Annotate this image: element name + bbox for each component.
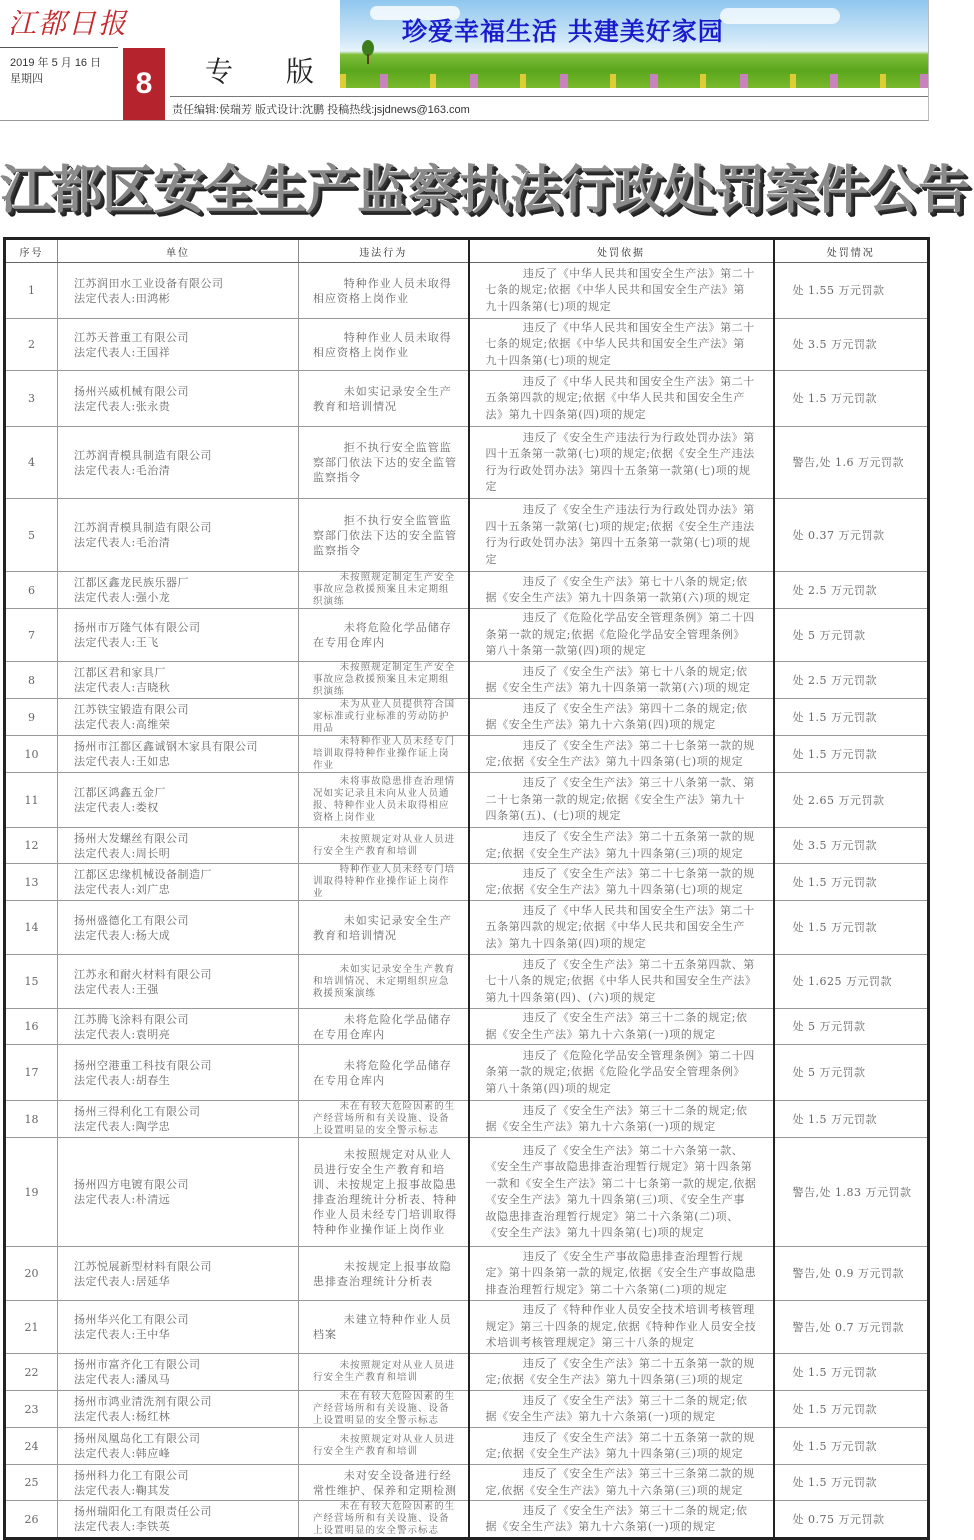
- legal-basis-cell: 违反了《中华人民共和国安全生产法》第二十七条的规定;依据《中华人民共和国安全生产法》第九十四条第(七)项的规定: [469, 263, 774, 319]
- company-name: 江苏润青模具制造有限公司: [74, 521, 212, 534]
- divider: [0, 47, 118, 48]
- legal-basis-cell: 违反了《特种作业人员安全技术培训考核管理规定》第三十四条的规定,依据《特种作业人员安全技术培训考核管理规定》第三十八条的规定: [469, 1301, 774, 1354]
- penalty-cell: 处 1.5 万元罚款: [774, 1354, 929, 1391]
- issue-weekday: 星期四: [10, 73, 43, 85]
- legal-basis-cell: 违反了《安全生产法》第七十八条的规定;依据《安全生产法》第九十四条第一款第(六)项的规定: [469, 572, 774, 609]
- penalty-cell: 处 1.5 万元罚款: [774, 699, 929, 736]
- legal-representative: 法定代表人:毛治清: [74, 536, 171, 549]
- legal-representative: 法定代表人:王如忠: [74, 755, 171, 768]
- violation-cell: 未将事故隐患排查治理情况如实记录且未向从业人员通报、特种作业人员未取得相应资格上岗作业: [299, 773, 469, 828]
- newspaper-logo: 江都日报: [8, 7, 129, 40]
- violation-cell: 未在有较大危险因素的生产经营场所和有关设施、设备上设置明显的安全警示标志: [299, 1101, 469, 1138]
- table-row: [5, 901, 929, 955]
- company-name: 江苏腾飞涂料有限公司: [74, 1012, 189, 1026]
- case-number: 10: [5, 736, 58, 773]
- page-headline: 江都区安全生产监察执法行政处罚案件公告: [0, 161, 970, 221]
- legal-representative: 法定代表人:吉晓秋: [74, 681, 171, 694]
- case-number: 14: [5, 901, 58, 955]
- company-name: 扬州科力化工有限公司: [74, 1468, 189, 1482]
- legal-basis-cell: 违反了《安全生产法》第二十五条第四款、第七十八条的规定;依据《中华人民共和国安全生产法》第九十四条第(四)、(六)项的规定: [469, 955, 774, 1009]
- penalty-cell: 处 3.5 万元罚款: [774, 828, 929, 864]
- company-name: 扬州大发螺丝有限公司: [74, 831, 189, 845]
- legal-basis-cell: 违反了《危险化学品安全管理条例》第二十四条第一款的规定;依据《危险化学品安全管理条例》第八十条第一款第(四)项的规定: [469, 609, 774, 662]
- legal-representative: 法定代表人:杨大成: [74, 928, 171, 942]
- company-cell: [58, 371, 299, 427]
- case-number: 15: [5, 955, 58, 1009]
- violation-cell: 未按照规定对从业人员进行安全生产教育和培训: [299, 1428, 469, 1465]
- penalty-cell: 处 0.37 万元罚款: [774, 499, 929, 572]
- company-name: 扬州市富齐化工有限公司: [74, 1358, 201, 1371]
- case-number: 17: [5, 1045, 58, 1101]
- legal-basis-cell: 违反了《中华人民共和国安全生产法》第二十五条第四款的规定;依据《中华人民共和国安全生产法》第九十四条第(四)项的规定: [469, 901, 774, 955]
- case-number: 21: [5, 1301, 58, 1354]
- penalty-cell: 处 2.5 万元罚款: [774, 572, 929, 609]
- company-cell: [58, 699, 299, 736]
- table-row: [5, 736, 929, 773]
- table-row: [5, 1354, 929, 1391]
- table-row: [5, 1045, 929, 1101]
- table-row: [5, 773, 929, 828]
- case-number: 26: [5, 1501, 58, 1539]
- tree-trunk-icon: [367, 54, 369, 64]
- company-cell: [58, 901, 299, 955]
- banner-image: [340, 0, 928, 88]
- case-number: 24: [5, 1428, 58, 1465]
- company-cell: [58, 864, 299, 901]
- company-name: 扬州凤凰岛化工有限公司: [74, 1432, 201, 1445]
- company-cell: [58, 427, 299, 499]
- company-cell: [58, 1354, 299, 1391]
- legal-representative: 法定代表人:刘广忠: [74, 883, 171, 896]
- section-title: 专 版: [205, 55, 336, 88]
- table-row: [5, 1101, 929, 1138]
- legal-representative: 法定代表人:韩应峰: [74, 1447, 171, 1460]
- company-cell: [58, 1045, 299, 1101]
- legal-representative: 法定代表人:田鸿彬: [74, 291, 171, 305]
- violation-cell: 特种作业人员未取得相应资格上岗作业: [299, 319, 469, 371]
- legal-representative: 法定代表人:毛治清: [74, 463, 171, 477]
- violation-cell: 未将危险化学品储存在专用仓库内: [299, 1045, 469, 1101]
- legal-representative: 法定代表人:张永贵: [74, 399, 171, 413]
- company-name: 扬州市万隆气体有限公司: [74, 621, 201, 634]
- case-number: 18: [5, 1101, 58, 1138]
- penalty-cell: 处 1.5 万元罚款: [774, 1428, 929, 1465]
- issue-date: 2019 年 5 月 16 日: [10, 57, 102, 69]
- company-name: 江苏天普重工有限公司: [74, 330, 189, 344]
- violation-cell: 未为从业人员提供符合国家标准或行业标准的劳动防护用品: [299, 699, 469, 736]
- case-number: 2: [5, 319, 58, 371]
- column-header-seq: 序号: [5, 239, 58, 263]
- editor-credits: 责任编辑:侯瑞芳 版式设计:沈鹏 投稿热线:jsjdnews@163.com: [172, 104, 470, 116]
- company-cell: [58, 662, 299, 699]
- company-name: 江都区鑫龙民族乐器厂: [74, 576, 189, 589]
- company-name: 扬州市鸿业清洗剂有限公司: [74, 1395, 212, 1408]
- legal-basis-cell: 违反了《安全生产法》第三十二条的规定;依据《安全生产法》第九十六条第(一)项的规定: [469, 1391, 774, 1428]
- table-row: [5, 499, 929, 572]
- penalty-cell: 处 1.5 万元罚款: [774, 1391, 929, 1428]
- legal-basis-cell: 违反了《安全生产法》第二十七条第一款的规定;依据《安全生产法》第九十四条第(七)项的规定: [469, 736, 774, 773]
- legal-representative: 法定代表人:朴清远: [74, 1193, 171, 1206]
- company-cell: [58, 1391, 299, 1428]
- penalty-cell: 处 1.5 万元罚款: [774, 1101, 929, 1138]
- penalty-cell: 处 5 万元罚款: [774, 1045, 929, 1101]
- violation-cell: 未在有较大危险因素的生产经营场所和有关设施、设备上设置明显的安全警示标志: [299, 1391, 469, 1428]
- legal-basis-cell: 违反了《安全生产法》第二十六条第一款、《安全生产事故隐患排查治理暂行规定》第十四条第一款和《安全生产法》第二十七条第一款的规定,依据《安全生产法》第九十四条第(三)项、《安全生产事故隐患排查治理暂行规定》第二十六条第(二)项、《安全生产法》第九十四条第(七)项的规定: [469, 1138, 774, 1247]
- column-header-penalty: 处罚情况: [774, 239, 929, 263]
- company-name: 扬州兴威机械有限公司: [74, 384, 189, 398]
- legal-representative: 法定代表人:袁明亮: [74, 1027, 171, 1041]
- legal-representative: 法定代表人:高维荣: [74, 718, 171, 731]
- legal-basis-cell: 违反了《安全生产法》第二十五条第一款的规定;依据《安全生产法》第九十四条第(三)项的规定: [469, 1354, 774, 1391]
- company-cell: [58, 736, 299, 773]
- legal-basis-cell: 违反了《安全生产法》第三十二条的规定;依据《安全生产法》第九十六条第(一)项的规定: [469, 1009, 774, 1045]
- penalty-cell: 处 2.65 万元罚款: [774, 773, 929, 828]
- table-row: [5, 263, 929, 319]
- legal-representative: 法定代表人:居延华: [74, 1274, 171, 1288]
- table-row: [5, 427, 929, 499]
- legal-basis-cell: 违反了《安全生产违法行为行政处罚办法》第四十五条第一款第(七)项的规定;依据《安全生产违法行为行政处罚办法》第四十五条第一款第(七)项的规定: [469, 499, 774, 572]
- violation-cell: 拒不执行安全监管监察部门依法下达的安全监管监察指令: [299, 499, 469, 572]
- penalty-cell: 处 2.5 万元罚款: [774, 662, 929, 699]
- case-number: 20: [5, 1247, 58, 1301]
- case-number: 8: [5, 662, 58, 699]
- violation-cell: 未按照规定对从业人员进行安全生产教育和培训: [299, 828, 469, 864]
- violation-cell: 未按规定上报事故隐患排查治理统计分析表: [299, 1247, 469, 1301]
- cloud-icon: [720, 8, 840, 24]
- newspaper-masthead: [0, 0, 929, 121]
- company-name: 扬州瑞阳化工有限责任公司: [74, 1505, 212, 1518]
- company-name: 江苏永和耐火材料有限公司: [74, 967, 212, 981]
- violation-cell: 未按照规定制定生产安全事故应急救援预案且未定期组织演练: [299, 572, 469, 609]
- case-number: 22: [5, 1354, 58, 1391]
- divider: [170, 96, 928, 97]
- table-row: [5, 1428, 929, 1465]
- penalty-cell: 处 5 万元罚款: [774, 1009, 929, 1045]
- table-row: [5, 864, 929, 901]
- table-row: [5, 828, 929, 864]
- case-number: 25: [5, 1465, 58, 1501]
- case-number: 12: [5, 828, 58, 864]
- company-cell: [58, 572, 299, 609]
- issue-date-block: [10, 55, 101, 87]
- penalty-cell: 处 3.5 万元罚款: [774, 319, 929, 371]
- penalty-cell: 警告,处 0.9 万元罚款: [774, 1247, 929, 1301]
- table-row: [5, 955, 929, 1009]
- penalty-cell: 处 1.55 万元罚款: [774, 263, 929, 319]
- company-name: 江苏润田水工业设备有限公司: [74, 276, 224, 290]
- table-row: [5, 662, 929, 699]
- table-row: [5, 1009, 929, 1045]
- company-cell: [58, 499, 299, 572]
- table-row: [5, 699, 929, 736]
- legal-representative: 法定代表人:胡春生: [74, 1073, 171, 1087]
- legal-representative: 法定代表人:潘凤马: [74, 1373, 171, 1386]
- violation-cell: 未如实记录安全生产教育和培训情况: [299, 901, 469, 955]
- legal-representative: 法定代表人:周长明: [74, 846, 171, 860]
- company-cell: [58, 1247, 299, 1301]
- violation-cell: 未按照规定对从业人员进行安全生产教育和培训: [299, 1354, 469, 1391]
- legal-basis-cell: 违反了《中华人民共和国安全生产法》第二十五条第四款的规定;依据《中华人民共和国安全生产法》第九十四条第(四)项的规定: [469, 371, 774, 427]
- legal-basis-cell: 违反了《安全生产违法行为行政处罚办法》第四十五条第一款第(七)项的规定;依据《安全生产违法行为行政处罚办法》第四十五条第一款第(七)项的规定: [469, 427, 774, 499]
- legal-representative: 法定代表人:王飞: [74, 636, 159, 649]
- legal-basis-cell: 违反了《安全生产法》第七十八条的规定;依据《安全生产法》第九十四条第一款第(六)项的规定: [469, 662, 774, 699]
- company-cell: [58, 1138, 299, 1247]
- legal-representative: 法定代表人:王国祥: [74, 345, 171, 359]
- case-number: 3: [5, 371, 58, 427]
- company-name: 扬州三得利化工有限公司: [74, 1105, 201, 1118]
- penalty-cell: 警告,处 1.83 万元罚款: [774, 1138, 929, 1247]
- table-row: [5, 371, 929, 427]
- legal-representative: 法定代表人:强小龙: [74, 591, 171, 604]
- violation-cell: 特种作业人员未经专门培训取得特种作业操作证上岗作业: [299, 864, 469, 901]
- table-row: [5, 1247, 929, 1301]
- penalty-cell: 警告,处 0.7 万元罚款: [774, 1301, 929, 1354]
- legal-representative: 法定代表人:陶学忠: [74, 1120, 171, 1133]
- legal-representative: 法定代表人:鞠其发: [74, 1483, 171, 1497]
- company-cell: [58, 955, 299, 1009]
- company-name: 江苏悦展新型材料有限公司: [74, 1259, 212, 1273]
- company-name: 扬州四方电镀有限公司: [74, 1178, 189, 1191]
- violation-cell: 未在有较大危险因素的生产经营场所和有关设施、设备上设置明显的安全警示标志: [299, 1501, 469, 1539]
- legal-basis-cell: 违反了《安全生产法》第二十七条第一款的规定;依据《安全生产法》第九十四条第(七)项的规定: [469, 864, 774, 901]
- legal-basis-cell: 违反了《危险化学品安全管理条例》第二十四条第一款的规定;依据《危险化学品安全管理条例》第八十条第(四)项的规定: [469, 1045, 774, 1101]
- company-cell: [58, 319, 299, 371]
- violation-cell: 未将危险化学品储存在专用仓库内: [299, 609, 469, 662]
- penalty-cell: 处 1.625 万元罚款: [774, 955, 929, 1009]
- case-number: 1: [5, 263, 58, 319]
- company-name: 江都区忠缘机械设备制造厂: [74, 868, 212, 881]
- legal-basis-cell: 违反了《安全生产法》第三十二条的规定;依据《安全生产法》第九十六条第(一)项的规定: [469, 1101, 774, 1138]
- company-name: 江都区君和家具厂: [74, 666, 166, 679]
- table-row: [5, 572, 929, 609]
- column-header-basis: 处罚依据: [469, 239, 774, 263]
- violation-cell: 拒不执行安全监管监察部门依法下达的安全监管监察指令: [299, 427, 469, 499]
- violation-cell: 未建立特种作业人员档案: [299, 1301, 469, 1354]
- company-name: 扬州市江都区鑫诚钢木家具有限公司: [74, 740, 258, 753]
- company-cell: [58, 1301, 299, 1354]
- case-number: 4: [5, 427, 58, 499]
- case-number: 5: [5, 499, 58, 572]
- penalty-cell: 处 1.5 万元罚款: [774, 371, 929, 427]
- case-number: 23: [5, 1391, 58, 1428]
- company-name: 江苏润青模具制造有限公司: [74, 448, 212, 462]
- legal-basis-cell: 违反了《安全生产法》第二十五条第一款的规定;依据《安全生产法》第九十四条第(三)项的规定: [469, 1428, 774, 1465]
- legal-representative: 法定代表人:王中华: [74, 1328, 171, 1341]
- table-row: [5, 1391, 929, 1428]
- case-number: 7: [5, 609, 58, 662]
- table-row: [5, 319, 929, 371]
- penalty-cell: 处 1.5 万元罚款: [774, 1465, 929, 1501]
- company-cell: [58, 1465, 299, 1501]
- violation-cell: 特种作业人员未取得相应资格上岗作业: [299, 263, 469, 319]
- legal-basis-cell: 违反了《安全生产法》第二十五条第一款的规定;依据《安全生产法》第九十四条第(三)项的规定: [469, 828, 774, 864]
- violation-cell: 未如实记录安全生产教育和培训情况、未定期组织应急救援预案演练: [299, 955, 469, 1009]
- company-cell: [58, 1428, 299, 1465]
- company-name: 扬州盛德化工有限公司: [74, 913, 189, 927]
- case-number: 6: [5, 572, 58, 609]
- case-number: 13: [5, 864, 58, 901]
- violation-cell: 未如实记录安全生产教育和培训情况: [299, 371, 469, 427]
- table-row: [5, 1465, 929, 1501]
- legal-representative: 法定代表人:娄权: [74, 801, 159, 814]
- legal-representative: 法定代表人:李铁英: [74, 1520, 171, 1533]
- case-number: 9: [5, 699, 58, 736]
- banner-slogan: 珍爱幸福生活 共建美好家园: [402, 17, 724, 46]
- table-row: [5, 1501, 929, 1539]
- violation-cell: 未按照规定对从业人员进行安全生产教育和培训、未按规定上报事故隐患排查治理统计分析表、特种作业人员未经专门培训取得特种作业操作证上岗作业: [299, 1138, 469, 1247]
- violation-cell: 未特种作业人员未经专门培训取得特种作业操作证上岗作业: [299, 736, 469, 773]
- company-name: 江苏铁宝锻造有限公司: [74, 703, 189, 716]
- company-cell: [58, 263, 299, 319]
- legal-representative: 法定代表人:王强: [74, 982, 159, 996]
- legal-basis-cell: 违反了《安全生产法》第四十二条的规定;依据《安全生产法》第九十六条第(四)项的规定: [469, 699, 774, 736]
- case-number: 16: [5, 1009, 58, 1045]
- penalty-cell: 处 1.5 万元罚款: [774, 736, 929, 773]
- penalty-cell: 处 1.5 万元罚款: [774, 864, 929, 901]
- company-name: 江都区鸿鑫五金厂: [74, 786, 166, 799]
- table-row: [5, 1301, 929, 1354]
- penalty-cell: 处 0.75 万元罚款: [774, 1501, 929, 1539]
- table-row: [5, 1138, 929, 1247]
- legal-basis-cell: 违反了《安全生产法》第三十八条第一款、第二十七条第一款的规定;依据《安全生产法》第九十四条第(五)、(七)项的规定: [469, 773, 774, 828]
- penalty-cell: 警告,处 1.6 万元罚款: [774, 427, 929, 499]
- company-cell: [58, 1501, 299, 1539]
- legal-basis-cell: 违反了《安全生产法》第三十二条的规定;依据《安全生产法》第九十六条第(一)项的规定: [469, 1501, 774, 1539]
- violation-cell: 未对安全设备进行经常性维护、保养和定期检测: [299, 1465, 469, 1501]
- case-number: 19: [5, 1138, 58, 1247]
- penalty-cases-table: [3, 237, 930, 1540]
- company-name: 扬州华兴化工有限公司: [74, 1313, 189, 1326]
- column-header-unit: 单位: [58, 239, 299, 263]
- penalty-cell: 处 5 万元罚款: [774, 609, 929, 662]
- column-header-violation: 违法行为: [299, 239, 469, 263]
- legal-representative: 法定代表人:杨红林: [74, 1410, 171, 1423]
- table-header-row: [5, 239, 929, 263]
- company-cell: [58, 1009, 299, 1045]
- company-cell: [58, 609, 299, 662]
- company-cell: [58, 773, 299, 828]
- case-number: 11: [5, 773, 58, 828]
- violation-cell: 未将危险化学品储存在专用仓库内: [299, 1009, 469, 1045]
- legal-basis-cell: 违反了《安全生产法》第三十三条第二款的规定,依据《安全生产法》第九十六条第(三)项的规定: [469, 1465, 774, 1501]
- legal-basis-cell: 违反了《安全生产事故隐患排查治理暂行规定》第十四条第一款的规定,依据《安全生产事故隐患排查治理暂行规定》第二十六条第(二)项的规定: [469, 1247, 774, 1301]
- penalty-cell: 处 1.5 万元罚款: [774, 901, 929, 955]
- violation-cell: 未按照规定制定生产安全事故应急救援预案且未定期组织演练: [299, 662, 469, 699]
- legal-basis-cell: 违反了《中华人民共和国安全生产法》第二十七条的规定;依据《中华人民共和国安全生产法》第九十四条第(七)项的规定: [469, 319, 774, 371]
- table-row: [5, 609, 929, 662]
- company-cell: [58, 828, 299, 864]
- flowers-icon: [340, 74, 928, 88]
- company-cell: [58, 1101, 299, 1138]
- company-name: 扬州空港重工科技有限公司: [74, 1058, 212, 1072]
- page-number-badge: 8: [123, 48, 165, 120]
